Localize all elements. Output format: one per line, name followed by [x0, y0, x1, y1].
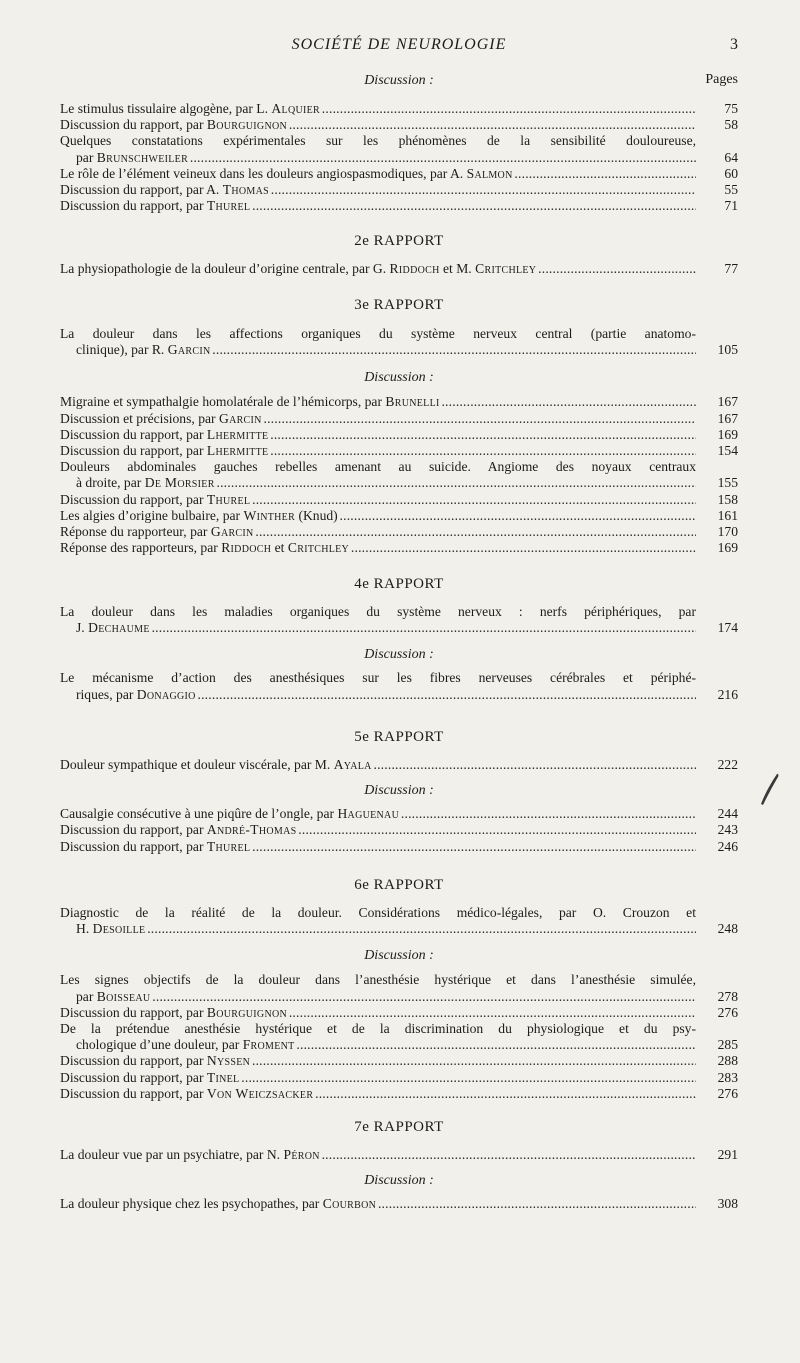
entry-title	[60, 540, 696, 556]
author-name: Dechaume	[88, 620, 150, 636]
page-ref: 55	[724, 182, 738, 198]
entry-title-text: Discussion du rapport, par	[60, 1053, 207, 1069]
entry-title-text: La douleur physique chez les psychopathes, par	[60, 1196, 323, 1212]
author-name: Desoille	[92, 921, 146, 937]
author-name: Courbon	[322, 1196, 377, 1212]
page-ref: 170	[717, 524, 738, 540]
rapport-heading: 3e RAPPORT	[354, 297, 444, 313]
entry-title-line: De la prétendue anesthésie hystérique et de la discrimination du physiologique et du psy-	[60, 1021, 696, 1037]
entry-continuation	[60, 620, 738, 636]
page-ref: 285	[717, 1037, 738, 1053]
rapport-heading: 5e RAPPORT	[354, 729, 444, 745]
entry-title	[76, 687, 696, 703]
entry-title-text: Réponse du rapporteur, par	[60, 524, 211, 540]
entry-title-text: Discussion du rapport, par	[60, 1004, 207, 1020]
page-ref: 278	[717, 988, 738, 1004]
entry-title-text: Discussion du rapport, par	[60, 1069, 207, 1085]
author-name: Donaggio	[136, 686, 196, 702]
toc-entry	[60, 905, 738, 937]
entry-title-text: Discussion du rapport, par	[60, 443, 207, 459]
author-name: Haguenau	[337, 806, 400, 822]
toc-entry	[60, 524, 738, 540]
entry-title-text: Discussion du rapport, par	[60, 426, 207, 442]
entry-continuation	[60, 989, 738, 1005]
entry-title-text: et	[271, 540, 288, 556]
author-name: Nyssen	[206, 1053, 251, 1069]
toc-entry	[60, 198, 738, 214]
entry-title	[60, 492, 696, 508]
toc-entry	[60, 1070, 738, 1086]
page-ref: 167	[717, 394, 738, 410]
toc-entry	[60, 182, 738, 198]
discussion-heading: Discussion :	[364, 370, 434, 386]
author-name: Froment	[242, 1037, 295, 1053]
page-ref: 288	[717, 1053, 738, 1069]
entry-continuation	[60, 921, 738, 937]
entry-title-text: Migraine et sympathalgie homolatérale de l’hémicorps, par	[60, 394, 386, 410]
section-1-discussion	[60, 72, 738, 214]
entry-title-text: Discussion du rapport, par	[60, 822, 207, 838]
entries-list	[60, 670, 738, 702]
page-ref: 243	[717, 822, 738, 838]
section-rapport-5	[60, 729, 738, 855]
entry-title	[60, 411, 696, 427]
entry-title-text: Les algies d’origine bulbaire, par	[60, 507, 244, 523]
author-name: Ayala	[333, 757, 372, 772]
entry-title	[76, 620, 696, 636]
entry-title	[76, 342, 696, 358]
entry-title	[60, 1086, 696, 1102]
author-name: Péron	[283, 1147, 320, 1162]
entry-title-text: et M.	[439, 261, 476, 276]
page-ref: 105	[717, 342, 738, 358]
page-ref: 291	[717, 1147, 738, 1162]
toc-entry	[60, 443, 738, 459]
entry-title	[60, 182, 696, 198]
toc-entry	[60, 459, 738, 491]
entry-continuation	[60, 1037, 738, 1053]
toc-entry	[60, 427, 738, 443]
page-ref: 158	[717, 491, 738, 507]
page-number: 3	[730, 36, 738, 53]
author-name: Brunschweiler	[96, 149, 189, 165]
toc-entry	[60, 1005, 738, 1021]
entry-title	[76, 475, 696, 491]
entry-title-text: Discussion du rapport, par	[60, 491, 207, 507]
entry-title	[60, 117, 696, 133]
toc-entry	[60, 166, 738, 182]
page-ref: 246	[717, 838, 738, 854]
entry-title-line: Diagnostic de la réalité de la douleur. Considérations médico-légales, par O. Crouzon et	[60, 905, 696, 920]
toc-entry	[60, 972, 738, 1004]
entry-title-text: Discussion et précisions, par	[60, 410, 219, 426]
author-name: Thurel	[206, 491, 251, 507]
entry-title-text: par	[76, 988, 97, 1004]
entry-title	[60, 198, 696, 214]
page-ref: 161	[717, 507, 738, 523]
author-name: Tinel	[206, 1069, 240, 1085]
author-name: Thurel	[206, 838, 251, 854]
entry-title-text: Douleur sympathique et douleur viscérale, par M.	[60, 757, 334, 772]
page-ref: 283	[717, 1069, 738, 1085]
pages-column-label: Pages	[705, 72, 738, 87]
toc-entry	[60, 1196, 738, 1212]
entry-title	[60, 1196, 696, 1212]
page-ref: 276	[717, 1085, 738, 1101]
running-title: SOCIÉTÉ DE NEUROLOGIE	[291, 36, 507, 53]
page-ref: 64	[724, 149, 738, 165]
author-name: Garcin	[210, 524, 254, 540]
entry-title-text: Causalgie consécutive à une piqûre de l’ongle, par	[60, 806, 338, 822]
entry-continuation	[60, 342, 738, 358]
rapport-heading: 4e RAPPORT	[354, 576, 444, 592]
entry-title	[60, 806, 696, 822]
entry-title-text: chologique d’une douleur, par	[76, 1037, 243, 1053]
page-ref: 155	[717, 475, 738, 491]
author-name: Riddoch	[389, 261, 440, 276]
author-name: Critchley	[287, 540, 350, 556]
entry-title-text: Réponse des rapporteurs, par	[60, 540, 222, 556]
entry-title-line: Les signes objectifs de la douleur dans l’anesthésie hystérique et dans l’anesthésie simulée,	[60, 972, 696, 988]
entry-title-text: à droite, par	[76, 475, 145, 491]
entry-title-text: J.	[76, 620, 89, 636]
rapport-main-entry	[60, 905, 738, 937]
author-name: Salmon	[466, 165, 513, 181]
entry-title-text: par	[76, 149, 97, 165]
section-rapport-7	[60, 1119, 738, 1212]
page-ref: 276	[717, 1004, 738, 1020]
page-ref: 216	[717, 686, 738, 702]
entry-continuation	[60, 150, 738, 166]
entry-title-text: Discussion du rapport, par	[60, 117, 207, 133]
author-name: Lhermitte	[206, 426, 269, 442]
entries-list	[60, 972, 738, 1102]
page-ref: 308	[717, 1196, 738, 1212]
page-ref: 244	[717, 806, 738, 822]
entry-title	[60, 101, 696, 117]
toc-entry	[60, 1053, 738, 1069]
discussion-heading: Discussion :	[364, 73, 434, 88]
author-name: Riddoch	[221, 540, 272, 556]
entry-title-text: Le rôle de l’élément veineux dans les douleurs angiospasmodiques, par A.	[60, 165, 467, 181]
entry-title-text: Le stimulus tissulaire algogène, par L.	[60, 101, 272, 116]
toc-entry	[60, 394, 738, 410]
running-head	[60, 36, 738, 58]
page-ref: 71	[724, 198, 738, 214]
entry-title-line: La douleur dans les affections organiques du système nerveux central (partie anatomo-	[60, 326, 696, 341]
page-ref: 154	[717, 443, 738, 459]
entry-title-line: Quelques constatations expérimentales sur les phénomènes de la sensibilité douloureuse,	[60, 133, 696, 149]
entry-title	[60, 1147, 696, 1163]
page-ref: 75	[724, 101, 738, 116]
toc-entry	[60, 822, 738, 838]
entry-title	[60, 508, 696, 524]
entry-title-line: Douleurs abdominales gauches rebelles amenant au suicide. Angiome des noyaux centraux	[60, 459, 696, 475]
page-ref: 174	[717, 620, 738, 636]
author-name: Bourguignon	[206, 1004, 288, 1020]
author-name: Thomas	[222, 182, 269, 198]
entries-list	[60, 101, 738, 214]
page-ref: 58	[724, 117, 738, 133]
rapport-main-entry	[60, 261, 738, 277]
toc-entry	[60, 1021, 738, 1053]
author-name: Garcin	[167, 342, 211, 358]
toc-entry	[60, 133, 738, 165]
toc-entry	[60, 508, 738, 524]
entries-list	[60, 394, 738, 556]
entries-list	[60, 1196, 738, 1212]
entry-title	[60, 443, 696, 459]
author-name: Boisseau	[96, 988, 151, 1004]
entry-title-text: La douleur vue par un psychiatre, par N.	[60, 1147, 284, 1162]
entry-title	[60, 261, 696, 277]
author-name: Thurel	[206, 198, 251, 214]
toc-entry	[60, 117, 738, 133]
toc-entry	[60, 261, 738, 277]
author-name: Garcin	[218, 410, 262, 426]
entry-title-text: H.	[76, 921, 93, 937]
entry-title	[76, 1037, 696, 1053]
toc-entry	[60, 1086, 738, 1102]
entry-title	[60, 822, 696, 838]
section-rapport-6	[60, 877, 738, 1102]
page-ref: 167	[717, 410, 738, 426]
toc-entry	[60, 670, 738, 702]
author-name: Bourguignon	[206, 117, 288, 133]
entry-title-line: Le mécanisme d’action des anesthésiques sur les fibres nerveuses cérébrales et périphé-	[60, 670, 696, 686]
page-ref: 248	[717, 921, 738, 937]
author-name: Lhermitte	[206, 443, 269, 459]
entry-title	[76, 989, 696, 1005]
author-name: André-Thomas	[206, 822, 297, 838]
rapport-main-entry	[60, 604, 738, 636]
entry-continuation	[60, 687, 738, 703]
entry-title	[76, 150, 696, 166]
rapport-main-entry	[60, 326, 738, 358]
author-name: Brunelli	[385, 394, 440, 410]
toc-entry	[60, 757, 738, 773]
entry-title-text: La physiopathologie de la douleur d’origine centrale, par G.	[60, 261, 390, 276]
section-rapport-3	[60, 297, 738, 556]
author-name: Alquier	[271, 101, 320, 116]
rapport-heading: 6e RAPPORT	[354, 877, 444, 893]
rapport-main-entry	[60, 757, 738, 773]
rapport-heading: 2e RAPPORT	[354, 233, 444, 249]
author-name: Von Weiczsacker	[206, 1085, 314, 1101]
entry-title	[60, 427, 696, 443]
entry-continuation	[60, 475, 738, 491]
pencil-mark-icon	[758, 770, 780, 808]
entry-title	[76, 921, 696, 937]
entry-title	[60, 166, 696, 182]
section-rapport-2	[60, 233, 738, 277]
toc-entry	[60, 806, 738, 822]
toc-entry	[60, 1147, 738, 1163]
toc-entry	[60, 411, 738, 427]
page-ref: 169	[717, 540, 738, 556]
entry-title-text: Discussion du rapport, par	[60, 1085, 207, 1101]
section-rapport-4	[60, 576, 738, 703]
rapport-heading: 7e RAPPORT	[354, 1119, 444, 1135]
entry-title	[60, 394, 696, 410]
toc-entry	[60, 492, 738, 508]
entry-title-line: La douleur dans les maladies organiques du système nerveux : nerfs périphériques, par	[60, 604, 696, 619]
toc-entry	[60, 101, 738, 117]
toc-entry	[60, 540, 738, 556]
entry-title	[60, 1053, 696, 1069]
entry-title-text: (Knud)	[295, 507, 338, 523]
author-name: De Morsier	[144, 475, 215, 491]
discussion-heading: Discussion :	[364, 647, 434, 663]
entry-title-text: clinique), par R.	[76, 342, 168, 358]
author-name: Critchley	[475, 261, 537, 276]
page-ref: 60	[724, 165, 738, 181]
entry-title-text: riques, par	[76, 686, 137, 702]
discussion-heading: Discussion :	[364, 783, 434, 799]
toc-entry	[60, 326, 738, 358]
entry-title-text: Discussion du rapport, par A.	[60, 182, 223, 198]
page-ref: 222	[717, 757, 738, 772]
entry-title-text: Discussion du rapport, par	[60, 198, 207, 214]
entry-title-text: Discussion du rapport, par	[60, 838, 207, 854]
entry-title	[60, 757, 696, 773]
rapport-main-entry	[60, 1147, 738, 1163]
entry-title	[60, 1070, 696, 1086]
author-name: Winther	[243, 507, 296, 523]
toc-entry	[60, 604, 738, 636]
entry-title	[60, 839, 696, 855]
discussion-heading: Discussion :	[364, 948, 434, 964]
entry-title	[60, 524, 696, 540]
entry-title	[60, 1005, 696, 1021]
page-ref: 77	[724, 261, 738, 276]
entries-list	[60, 806, 738, 855]
discussion-heading: Discussion :	[364, 1173, 434, 1189]
page-ref: 169	[717, 426, 738, 442]
toc-entry	[60, 839, 738, 855]
